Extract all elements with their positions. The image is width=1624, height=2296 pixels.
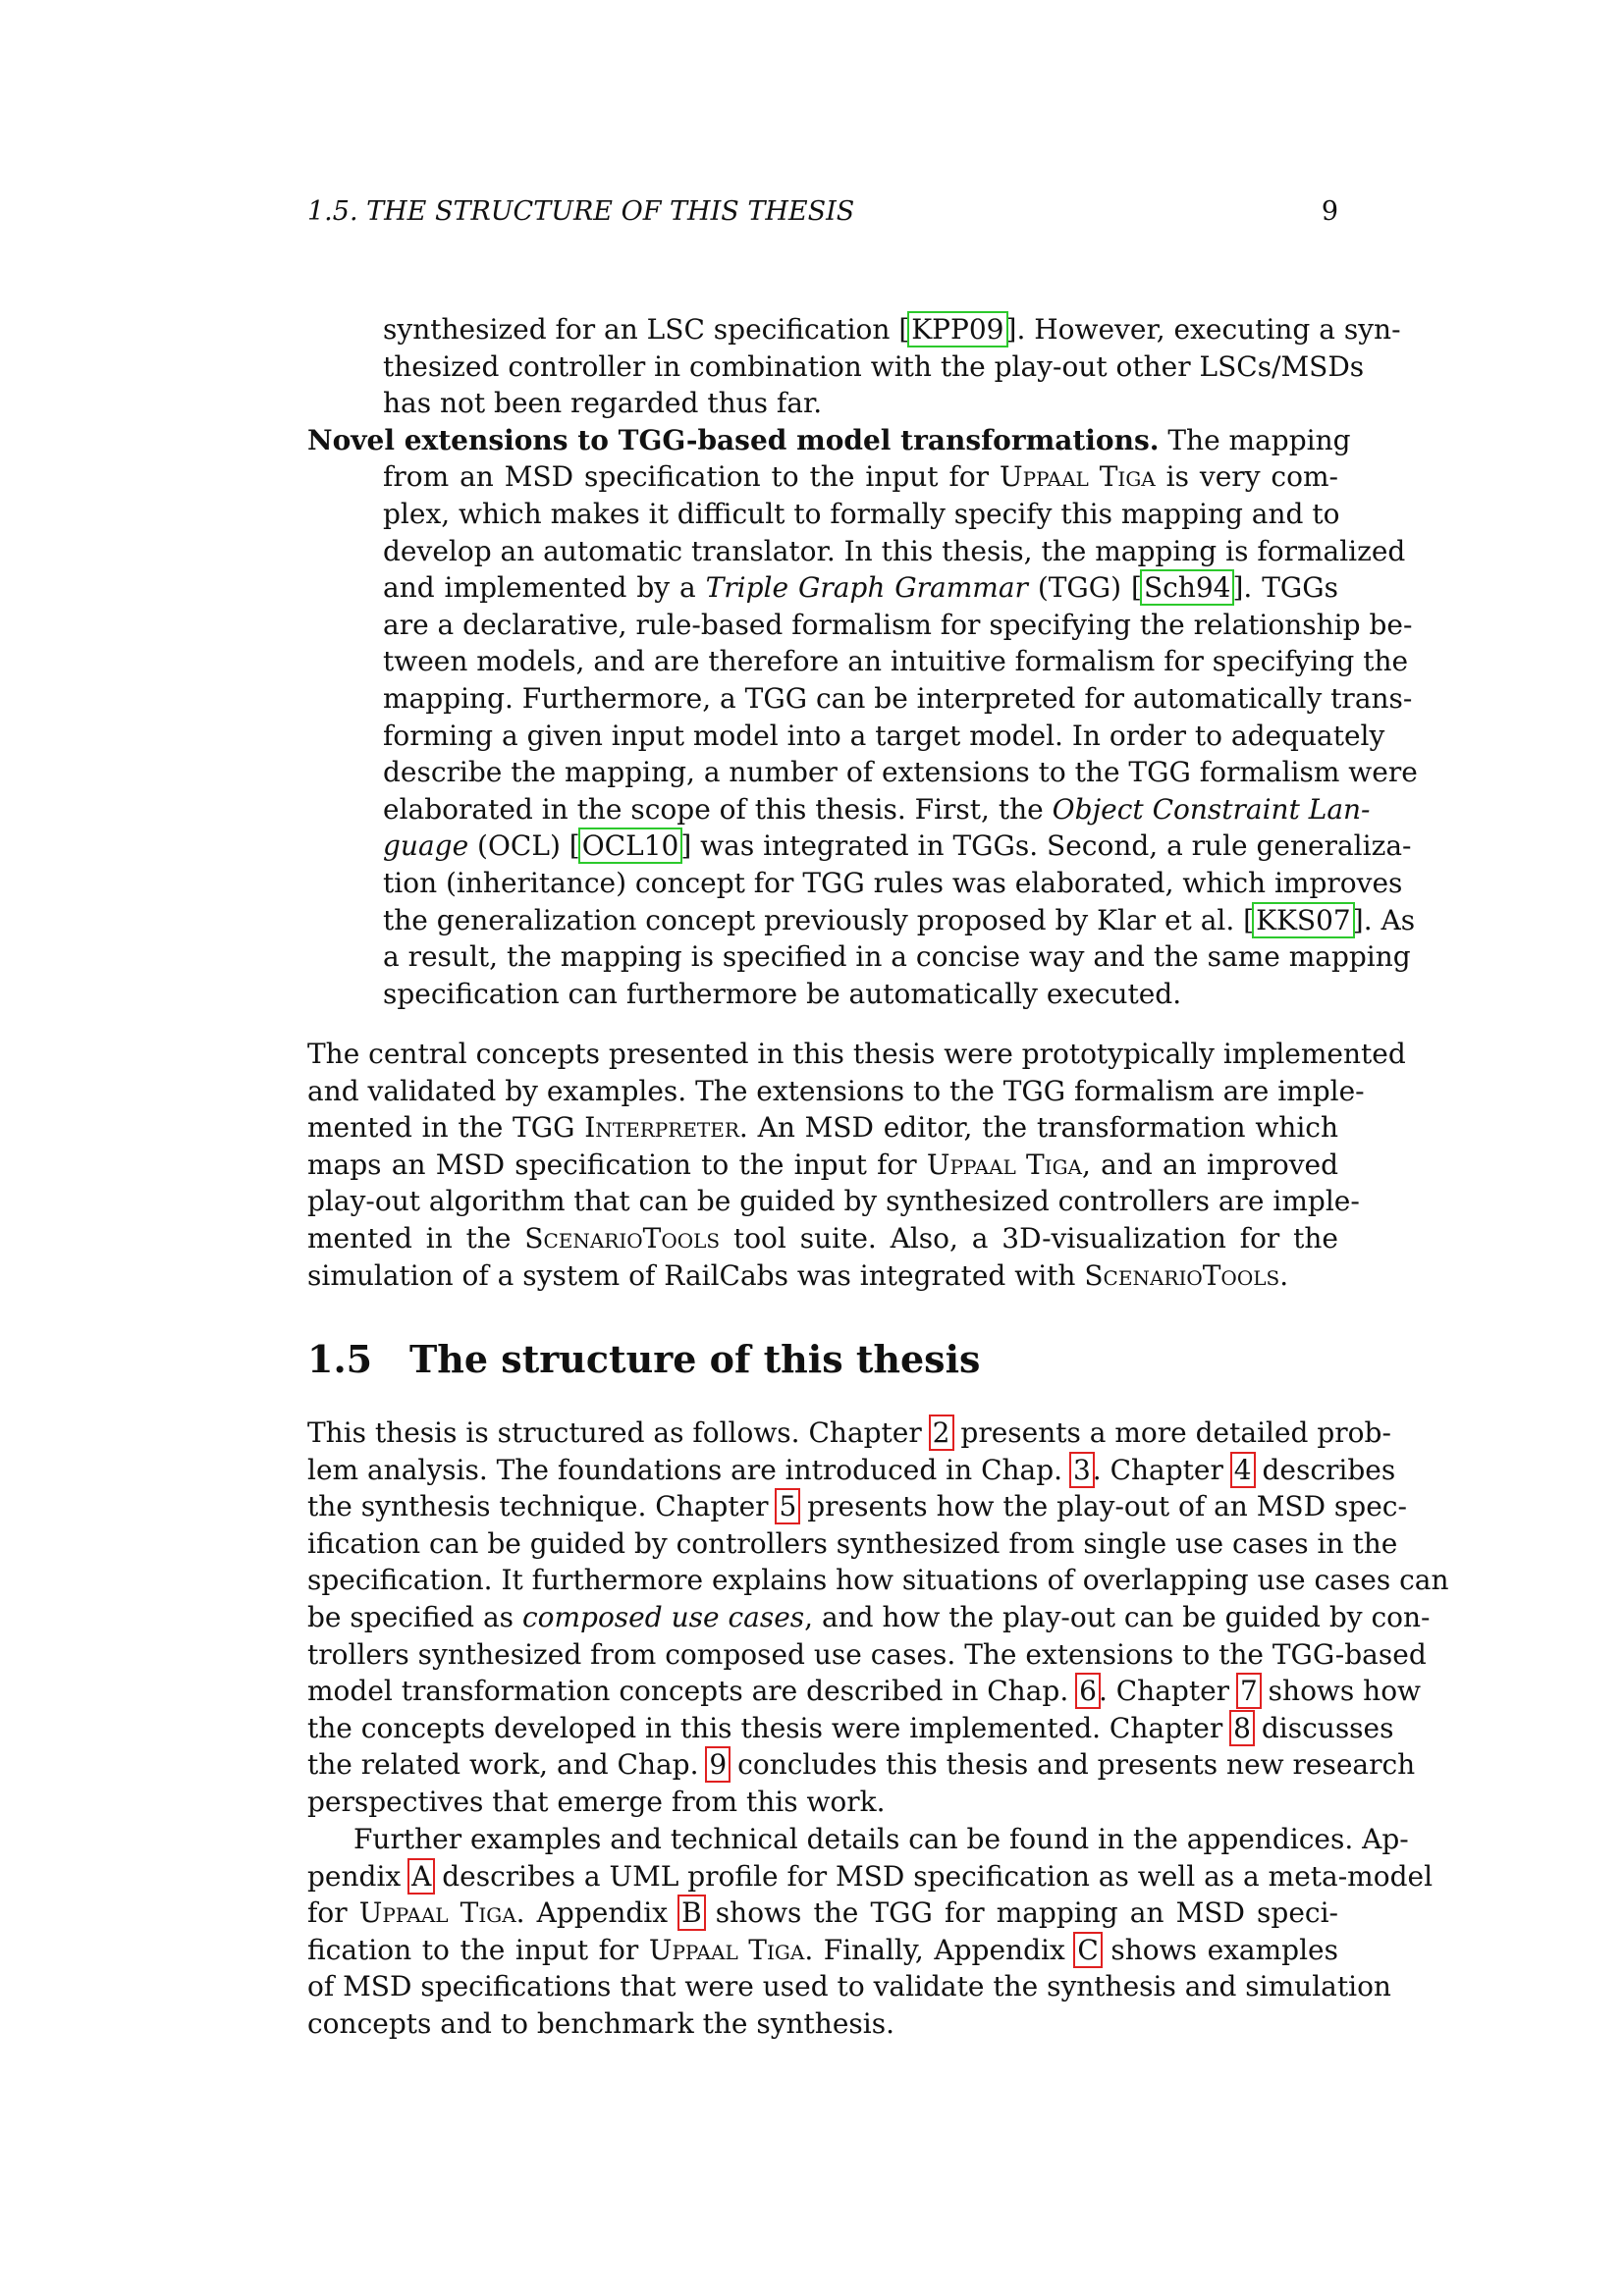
text-line: develop an automatic translator. In this thesis, the mapping is formalized xyxy=(383,534,1406,567)
text-line: lem analysis. The foundations are introduced in Chap. 3. Chapter 4 describes xyxy=(307,1453,1396,1486)
running-header xyxy=(307,196,1338,236)
citation-sch94[interactable]: Sch94 xyxy=(1143,571,1231,605)
text-line: tween models, and are therefore an intuitive formalism for specifying the xyxy=(383,645,1409,678)
text-line: elaborated in the scope of this thesis. First, the Object Constraint Lan- xyxy=(383,792,1371,826)
ref-appendix-b[interactable]: B xyxy=(681,1896,702,1930)
text-line: mapping. Furthermore, a TGG can be interpreted for automatically trans- xyxy=(383,681,1413,715)
text-line: describe the mapping, a number of extensions to the TGG formalism were xyxy=(383,756,1418,789)
text-line: play-out algorithm that can be guided by synthesized controllers are imple- xyxy=(307,1185,1360,1218)
section-heading xyxy=(307,1337,980,1381)
ref-appendix-a[interactable]: A xyxy=(411,1859,432,1893)
list-block xyxy=(307,311,1418,1012)
text-line: The central concepts presented in this thesis were prototypically implemented xyxy=(307,1038,1406,1070)
section-title: The structure of this thesis xyxy=(409,1337,981,1381)
text-line: the generalization concept previously proposed by Klar et al. [KKS07]. As xyxy=(383,903,1416,936)
tool-name: ScenarioTools xyxy=(1084,1258,1280,1292)
text-line: from an MSD specification to the input for Uppaal Tiga is very com- xyxy=(383,460,1338,494)
text-line: are a declarative, rule-based formalism for specifying the relationship be- xyxy=(383,608,1413,641)
text-line: synthesized for an LSC specification [KPP09]. However, executing a syn- xyxy=(383,313,1401,346)
list-item-heading-line: Novel extensions to TGG-based model transformations. The mapping xyxy=(307,423,1351,456)
text-line: has not been regarded thus far. xyxy=(383,387,823,420)
text-line: guage (OCL) [OCL10] was integrated in TGGs. Second, a rule generaliza- xyxy=(383,829,1412,863)
citation-kpp09[interactable]: KPP09 xyxy=(911,313,1004,346)
ref-chapter-5[interactable]: 5 xyxy=(779,1490,797,1523)
list-item-heading: Novel extensions to TGG-based model transformations. xyxy=(307,423,1160,456)
text-line: a result, the mapping is specified in a concise way and the same mapping xyxy=(383,940,1411,974)
tool-name: Uppaal Tiga xyxy=(926,1148,1083,1181)
text-line: maps an MSD specification to the input for Uppaal Tiga, and an improved xyxy=(307,1148,1339,1181)
text-line: the related work, and Chap. 9 concludes this thesis and presents new research xyxy=(307,1748,1416,1782)
text-line: This thesis is structured as follows. Chapter 2 presents a more detailed prob- xyxy=(307,1416,1391,1449)
ref-chapter-9[interactable]: 9 xyxy=(709,1748,728,1782)
citation-ocl10[interactable]: OCL10 xyxy=(581,829,679,863)
ref-chapter-6[interactable]: 6 xyxy=(1079,1675,1097,1708)
text-line: model transformation concepts are described in Chap. 6. Chapter 7 shows how xyxy=(307,1675,1422,1708)
tool-name: ScenarioTools xyxy=(524,1221,721,1255)
section-number: 1.5 xyxy=(307,1337,373,1381)
text-line: simulation of a system of RailCabs was integrated with ScenarioTools. xyxy=(307,1258,1289,1292)
ref-chapter-4[interactable]: 4 xyxy=(1233,1453,1252,1486)
text-line: trollers synthesized from composed use cases. The extensions to the TGG-based xyxy=(307,1637,1427,1671)
text-line: the concepts developed in this thesis were implemented. Chapter 8 discusses xyxy=(307,1711,1394,1744)
ref-chapter-3[interactable]: 3 xyxy=(1072,1453,1091,1486)
paragraph-structure xyxy=(307,1415,1449,1821)
text-line: the synthesis technique. Chapter 5 presents how the play-out of an MSD spec- xyxy=(307,1490,1407,1523)
citation-kks07[interactable]: KKS07 xyxy=(1256,903,1351,936)
ref-chapter-7[interactable]: 7 xyxy=(1239,1675,1258,1708)
running-title: 1.5. THE STRUCTURE OF THIS THESIS xyxy=(307,196,855,227)
text-line: for Uppaal Tiga. Appendix B shows the TGG for mapping an MSD speci- xyxy=(307,1896,1338,1930)
tool-name: Uppaal Tiga xyxy=(358,1896,516,1930)
text-line: forming a given input model into a target model. In order to adequately xyxy=(383,719,1385,752)
tool-name: Uppaal Tiga xyxy=(648,1933,805,1966)
text-line: specification. It furthermore explains how situations of overlapping use cases can xyxy=(307,1564,1449,1597)
text-line: thesized controller in combination with the play-out other LSCs/MSDs xyxy=(383,349,1365,383)
ref-chapter-2[interactable]: 2 xyxy=(932,1416,950,1449)
text-line: pendix A describes a UML profile for MSD specification as well as a meta-model xyxy=(307,1859,1434,1893)
paragraph-appendices xyxy=(307,1821,1434,2043)
text-line: fication to the input for Uppaal Tiga. Finally, Appendix C shows examples xyxy=(307,1933,1338,1966)
tool-name: Interpreter xyxy=(584,1111,739,1145)
text-line: ification can be guided by controllers synthesized from single use cases in the xyxy=(307,1526,1398,1560)
ref-chapter-8[interactable]: 8 xyxy=(1233,1711,1251,1744)
text-line: Further examples and technical details can be found in the appendices. Ap- xyxy=(353,1823,1409,1855)
text-line: specification can furthermore be automatically executed. xyxy=(383,977,1182,1010)
text-line: mented in the TGG Interpreter. An MSD editor, the transformation which xyxy=(307,1111,1338,1145)
text-line: tion (inheritance) concept for TGG rules was elaborated, which improves xyxy=(383,866,1403,899)
text-line: perspectives that emerge from this work. xyxy=(307,1785,886,1818)
text-line: be specified as composed use cases, and how the play-out can be guided by con- xyxy=(307,1600,1431,1633)
text-line: mented in the ScenarioTools tool suite. Also, a 3D-visualization for the xyxy=(307,1221,1338,1255)
tool-name: Uppaal Tiga xyxy=(999,460,1156,494)
ref-appendix-c[interactable]: C xyxy=(1077,1933,1099,1966)
text-line: plex, which makes it difficult to formally specify this mapping and to xyxy=(383,497,1340,530)
text-line: and implemented by a Triple Graph Grammar (TGG) [Sch94]. TGGs xyxy=(383,571,1339,605)
paragraph-central-concepts xyxy=(307,1036,1406,1294)
page-number: 9 xyxy=(1321,196,1338,227)
text-line: of MSD specifications that were used to validate the synthesis and simulation xyxy=(307,1970,1391,2003)
text-line: and validated by examples. The extensions to the TGG formalism are imple- xyxy=(307,1074,1365,1107)
text-line: concepts and to benchmark the synthesis. xyxy=(307,2006,894,2040)
